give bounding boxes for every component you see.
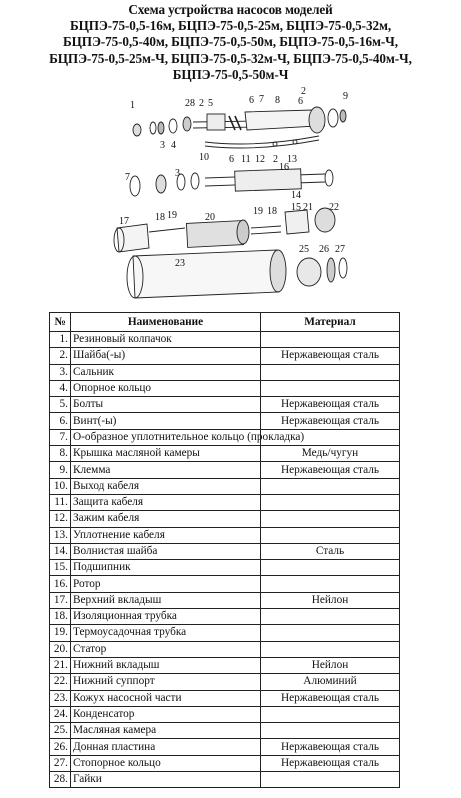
label-28: 28 (185, 98, 195, 109)
row-number: 17. (50, 592, 71, 608)
row-number: 7. (50, 429, 71, 445)
part-name: Выход кабеля (71, 478, 261, 494)
row-number: 12. (50, 511, 71, 527)
title-line: БЦПЭ-75-0,5-16м, БЦПЭ-75-0,5-25м, БЦПЭ-75-0,5-32м, (69, 18, 392, 34)
table-row (50, 511, 400, 527)
part-material: Нейлон (261, 592, 400, 608)
row-number: 2. (50, 348, 71, 364)
part-material (261, 641, 400, 657)
part-material: Нейлон (261, 657, 400, 673)
row-number: 18. (50, 609, 71, 625)
title-line: БЦПЭ-75-0,5-50м-Ч (172, 66, 289, 82)
table-row (50, 641, 400, 657)
part-name: Донная пластина (71, 739, 261, 755)
row-number: 27. (50, 755, 71, 771)
table-row (50, 609, 400, 625)
part-name: Зажим кабеля (71, 511, 261, 527)
row-number: 28. (50, 772, 71, 788)
part-material (261, 511, 400, 527)
rotor-assembly (130, 169, 333, 196)
diagram-drawing (95, 86, 381, 298)
part-name: Сальник (71, 364, 261, 380)
part-material (261, 364, 400, 380)
part-name: Масляная камера (71, 723, 261, 739)
part-name: Подшипник (71, 560, 261, 576)
part-material (261, 609, 400, 625)
part-material: Медь/чугун (261, 446, 400, 462)
part-name: Нижний суппорт (71, 674, 261, 690)
part-name: Защита кабеля (71, 494, 261, 510)
row-number: 1. (50, 332, 71, 348)
label-6: 6 (249, 95, 254, 106)
table-row (50, 446, 400, 462)
label-14: 14 (291, 190, 301, 201)
row-number: 11. (50, 494, 71, 510)
row-number: 24. (50, 706, 71, 722)
part-name: Гайки (71, 772, 261, 788)
label-3: 3 (160, 140, 165, 151)
part-name: О-образное уплотнительное кольцо (прокладка) (71, 429, 261, 445)
parts-table (49, 312, 400, 788)
part-material: Нержавеющая сталь (261, 413, 400, 429)
label-7: 7 (259, 94, 264, 105)
header-material: Материал (261, 313, 400, 332)
table-row (50, 543, 400, 559)
part-material (261, 478, 400, 494)
label-4: 4 (171, 140, 176, 151)
part-name: Опорное кольцо (71, 380, 261, 396)
row-number: 5. (50, 397, 71, 413)
part-material: Нержавеющая сталь (261, 462, 400, 478)
table-row (50, 527, 400, 543)
document-title (0, 2, 461, 83)
part-material: Сталь (261, 543, 400, 559)
row-number: 19. (50, 625, 71, 641)
label-19: 19 (167, 210, 177, 221)
part-name: Кожух насосной части (71, 690, 261, 706)
label-12: 12 (255, 154, 265, 165)
label-23: 23 (175, 258, 185, 269)
label-6b: 6 (298, 96, 303, 107)
part-name: Термоусадочная трубка (71, 625, 261, 641)
table-row (50, 560, 400, 576)
row-number: 16. (50, 576, 71, 592)
table-row (50, 690, 400, 706)
part-material (261, 527, 400, 543)
part-name: Крышка масляной камеры (71, 446, 261, 462)
label-10: 10 (199, 152, 209, 163)
row-number: 13. (50, 527, 71, 543)
part-material: Алюминий (261, 674, 400, 690)
row-number: 10. (50, 478, 71, 494)
part-name: Изоляционная трубка (71, 609, 261, 625)
label-11: 11 (241, 154, 251, 165)
table-row (50, 706, 400, 722)
table-row (50, 739, 400, 755)
table-row (50, 592, 400, 608)
label-2b: 2 (301, 86, 306, 97)
table-row (50, 413, 400, 429)
row-number: 9. (50, 462, 71, 478)
part-material (261, 576, 400, 592)
row-number: 3. (50, 364, 71, 380)
row-number: 20. (50, 641, 71, 657)
part-material (261, 494, 400, 510)
row-number: 8. (50, 446, 71, 462)
label-6c: 6 (229, 154, 234, 165)
table-row (50, 478, 400, 494)
part-material (261, 625, 400, 641)
part-name: Конденсатор (71, 706, 261, 722)
part-name: Ротор (71, 576, 261, 592)
part-name: Статор (71, 641, 261, 657)
row-number: 22. (50, 674, 71, 690)
table-row (50, 625, 400, 641)
part-material (261, 560, 400, 576)
row-number: 6. (50, 413, 71, 429)
part-material: Нержавеющая сталь (261, 755, 400, 771)
part-name: Волнистая шайба (71, 543, 261, 559)
part-name: Верхний вкладыш (71, 592, 261, 608)
title-line: БЦПЭ-75-0,5-25м-Ч, БЦПЭ-75-0,5-32м-Ч, БЦПЭ-75-0,5-40м-Ч, (49, 50, 412, 66)
table-row (50, 364, 400, 380)
label-2: 2 (199, 98, 204, 109)
label-19b: 19 (253, 206, 263, 217)
table-row (50, 332, 400, 348)
part-material (261, 706, 400, 722)
part-name: Винт(-ы) (71, 413, 261, 429)
exploded-pump-diagram (95, 86, 381, 298)
table-row (50, 772, 400, 788)
part-material (261, 772, 400, 788)
part-material (261, 332, 400, 348)
table-header-row (50, 313, 400, 332)
table-row (50, 576, 400, 592)
label-5: 5 (208, 98, 213, 109)
part-material: Нержавеющая сталь (261, 690, 400, 706)
label-22: 22 (329, 202, 339, 213)
part-material: Нержавеющая сталь (261, 397, 400, 413)
parts-table-body (50, 332, 400, 788)
label-18: 18 (155, 212, 165, 223)
label-21: 21 (303, 202, 313, 213)
table-row (50, 723, 400, 739)
label-16: 16 (279, 162, 289, 173)
label-2c: 2 (273, 154, 278, 165)
part-name: Клемма (71, 462, 261, 478)
table-row (50, 380, 400, 396)
part-name: Резиновый колпачок (71, 332, 261, 348)
title-line: БЦПЭ-75-0,5-40м, БЦПЭ-75-0,5-50м, БЦПЭ-75-0,5-16м-Ч, (63, 34, 398, 50)
table-row (50, 657, 400, 673)
row-number: 15. (50, 560, 71, 576)
label-8: 8 (275, 95, 280, 106)
label-18b: 18 (267, 206, 277, 217)
label-13: 13 (287, 154, 297, 165)
table-row (50, 462, 400, 478)
row-number: 14. (50, 543, 71, 559)
title-line: Схема устройства насосов моделей (128, 2, 333, 17)
label-15: 15 (291, 202, 301, 213)
table-row (50, 348, 400, 364)
label-9: 9 (343, 91, 348, 102)
part-name: Стопорное кольцо (71, 755, 261, 771)
row-number: 25. (50, 723, 71, 739)
header-num: № (50, 313, 71, 332)
part-name: Уплотнение кабеля (71, 527, 261, 543)
header-name: Наименование (71, 313, 261, 332)
row-number: 23. (50, 690, 71, 706)
table-row (50, 429, 400, 445)
part-name: Шайба(-ы) (71, 348, 261, 364)
part-material: Нержавеющая сталь (261, 739, 400, 755)
part-name: Болты (71, 397, 261, 413)
part-material (261, 380, 400, 396)
row-number: 4. (50, 380, 71, 396)
part-material (261, 723, 400, 739)
label-26: 26 (319, 244, 329, 255)
table-row (50, 674, 400, 690)
label-20: 20 (205, 212, 215, 223)
label-7b: 7 (125, 172, 130, 183)
row-number: 26. (50, 739, 71, 755)
label-17: 17 (119, 216, 129, 227)
table-row (50, 494, 400, 510)
label-27: 27 (335, 244, 345, 255)
label-1: 1 (130, 100, 135, 111)
row-number: 21. (50, 657, 71, 673)
label-25: 25 (299, 244, 309, 255)
table-row (50, 397, 400, 413)
table-row (50, 755, 400, 771)
part-material: Нержавеющая сталь (261, 348, 400, 364)
part-name: Нижний вкладыш (71, 657, 261, 673)
pump-housing (127, 250, 347, 298)
label-3b: 3 (175, 168, 180, 179)
